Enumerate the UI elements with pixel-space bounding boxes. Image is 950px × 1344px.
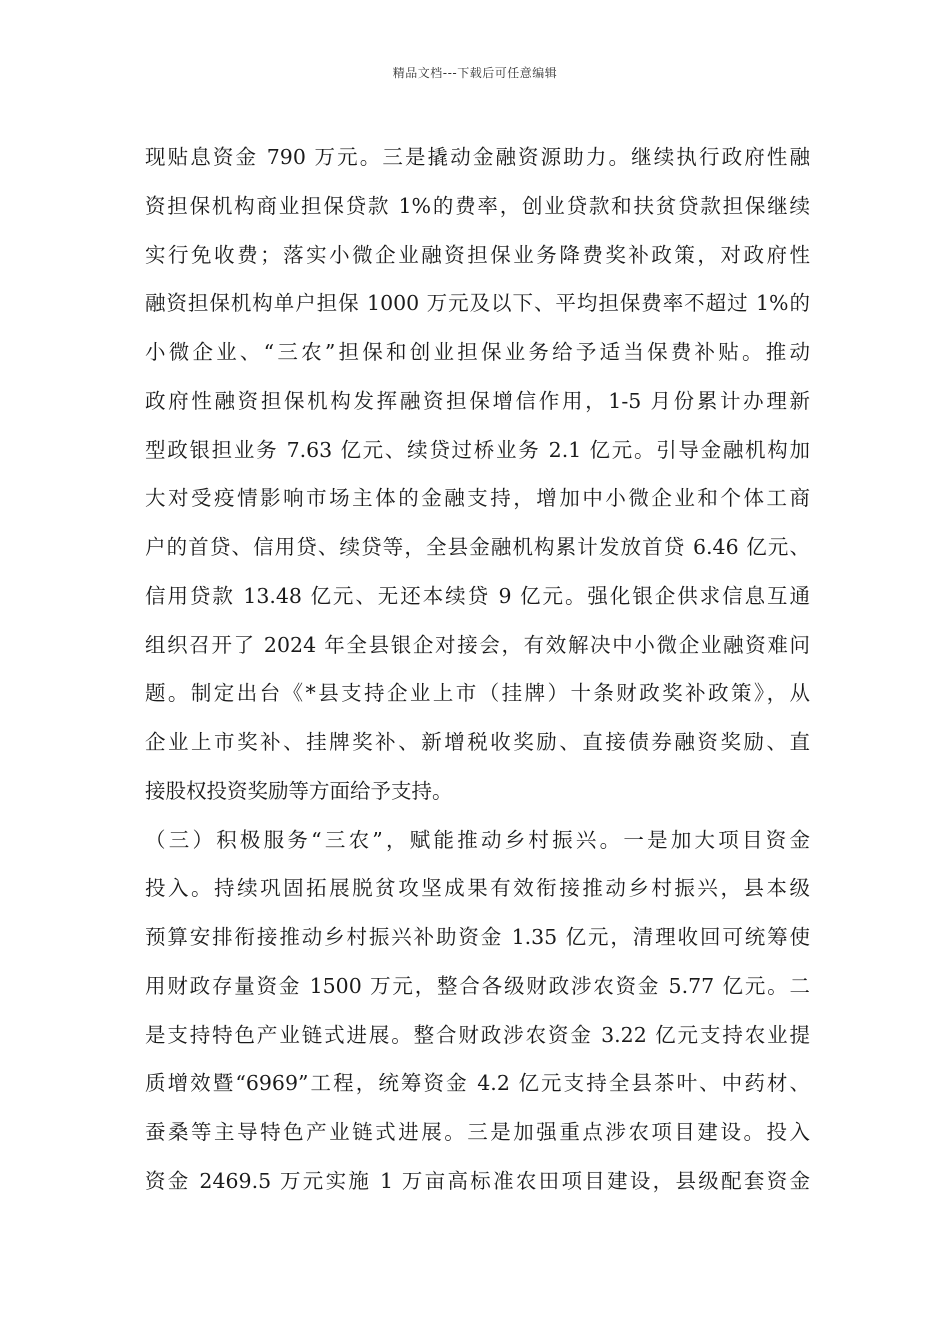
section-heading-line: （三）积极服务“三农”，赋能推动乡村振兴。一是加大项目资金: [145, 827, 810, 852]
text-line: 题。制定出台《*县支持企业上市（挂牌）十条财政奖补政策》，从: [145, 681, 810, 706]
text-line: 资金 2469.5 万元实施 1 万亩高标准农田项目建设，县级配套资金: [145, 1168, 810, 1193]
text-line: 大对受疫情影响市场主体的金融支持，增加中小微企业和个体工商: [145, 486, 810, 511]
text-line: 小微企业、“三农”担保和创业担保业务给予适当保费补贴。推动: [145, 340, 810, 364]
text-line: 组织召开了 2024 年全县银企对接会，有效解决中小微企业融资难问: [145, 632, 810, 657]
text-line: 型政银担业务 7.63 亿元、续贷过桥业务 2.1 亿元。引导金融机构加: [145, 437, 810, 462]
text-line: 预算安排衔接推动乡村振兴补助资金 1.35 亿元，清理收回可统筹使: [145, 925, 810, 949]
text-line: 蚕桑等主导特色产业链式进展。三是加强重点涉农项目建设。投入: [145, 1120, 810, 1144]
text-line: 信用贷款 13.48 亿元、无还本续贷 9 亿元。强化银企供求信息互通: [145, 583, 810, 608]
text-line: 接股权投资奖励等方面给予支持。: [145, 778, 453, 803]
text-line: 实行免收费；落实小微企业融资担保业务降费奖补政策，对政府性: [145, 242, 810, 267]
text-line: 是支持特色产业链式进展。整合财政涉农资金 3.22 亿元支持农业提: [145, 1022, 810, 1047]
page-header: 精品文档---下载后可任意编辑: [392, 66, 558, 80]
text-line: 资担保机构商业担保贷款 1%的费率，创业贷款和扶贫贷款担保继续: [145, 193, 810, 218]
text-line: 户的首贷、信用贷、续贷等，全县金融机构累计发放首贷 6.46 亿元、: [145, 535, 810, 559]
text-line: 企业上市奖补、挂牌奖补、新增税收奖励、直接债券融资奖励、直: [145, 730, 810, 754]
text-line: 用财政存量资金 1500 万元，整合各级财政涉农资金 5.77 亿元。二: [145, 973, 810, 998]
text-line: 融资担保机构单户担保 1000 万元及以下、平均担保费率不超过 1%的: [145, 291, 810, 316]
text-line: 投入。持续巩固拓展脱贫攻坚成果有效衔接推动乡村振兴，县本级: [145, 876, 810, 901]
text-line: 质增效暨“6969”工程，统筹资金 4.2 亿元支持全县茶叶、中药材、: [145, 1071, 810, 1096]
document-body: [145, 133, 810, 1206]
text-line: 现贴息资金 790 万元。三是撬动金融资源助力。继续执行政府性融: [145, 145, 810, 169]
text-line: 政府性融资担保机构发挥融资担保增信作用，1-5 月份累计办理新: [145, 388, 810, 413]
